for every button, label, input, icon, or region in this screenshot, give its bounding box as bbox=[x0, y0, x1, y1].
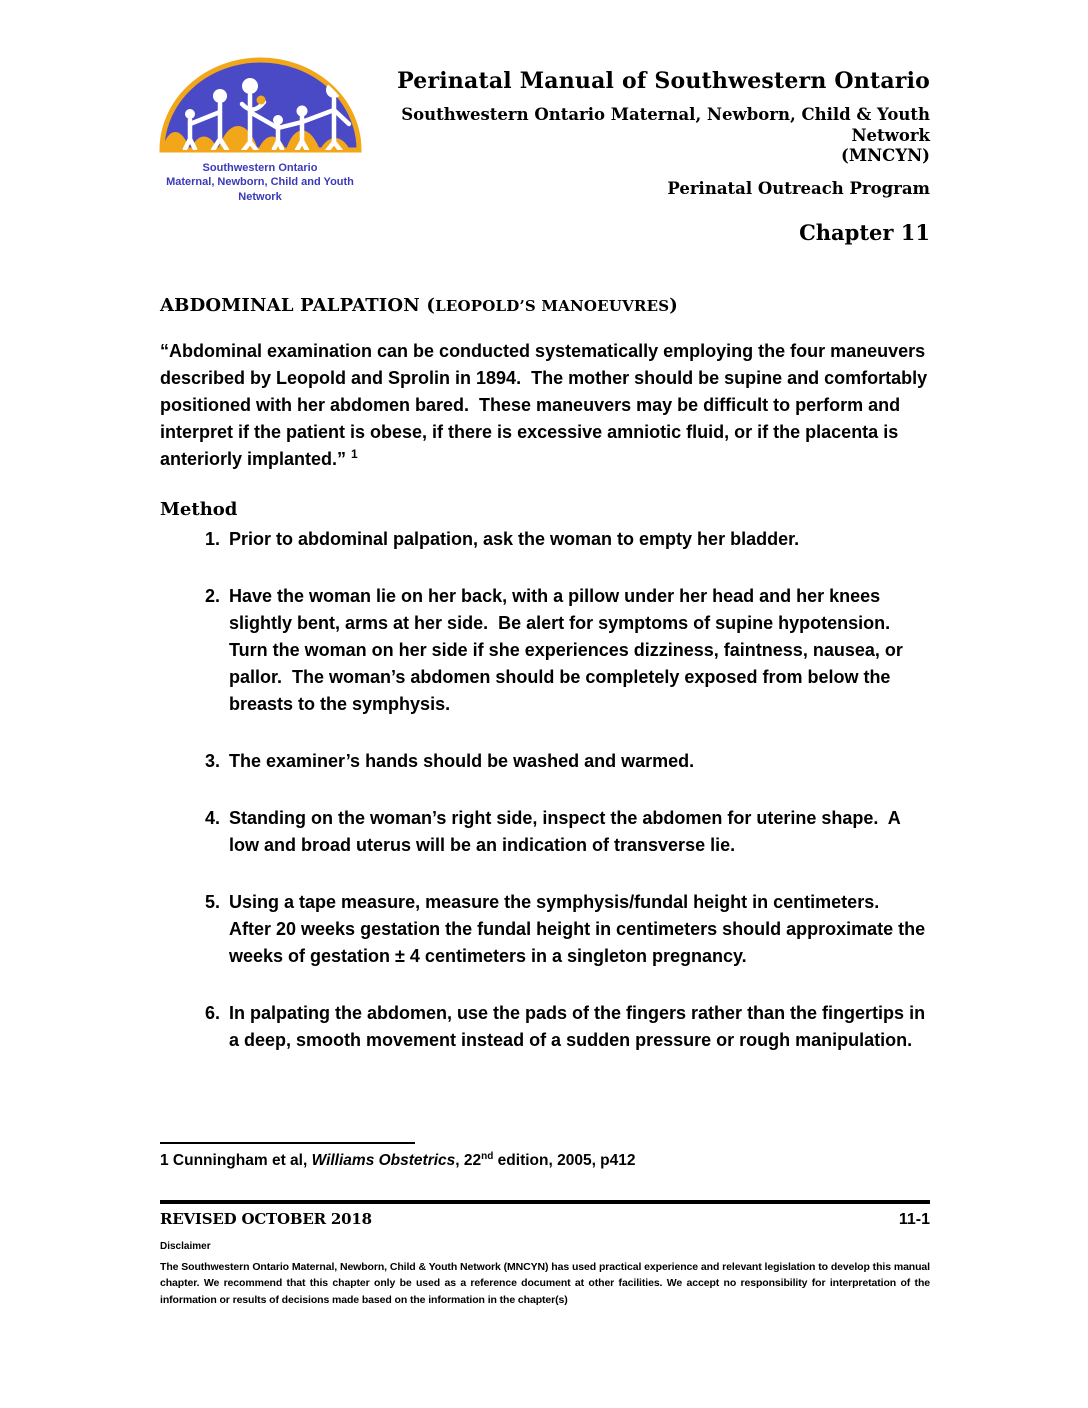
main-content bbox=[160, 295, 933, 1084]
disclaimer-label: Disclaimer bbox=[160, 1241, 211, 1252]
manual-title: Perinatal Manual of Southwestern Ontario bbox=[397, 68, 930, 94]
mncyn-logo bbox=[155, 54, 365, 204]
footnote bbox=[160, 1152, 930, 1170]
method-list bbox=[160, 526, 930, 1054]
method-step-1: 1. Prior to abdominal palpation, ask the woman to empty her bladder. bbox=[225, 526, 930, 553]
network-subtitle-line1: Southwestern Ontario Maternal, Newborn, Child & Youth Network bbox=[401, 105, 930, 145]
revision-date: REVISED OCTOBER 2018 bbox=[160, 1210, 372, 1228]
footnote-edition-number: , 22 bbox=[455, 1152, 482, 1169]
footnote-separator bbox=[160, 1142, 415, 1144]
mncyn-logo-graphic bbox=[158, 54, 363, 154]
page-bottom bbox=[160, 1142, 930, 1308]
header-text bbox=[365, 54, 930, 204]
section-heading-smallcaps: LEOPOLD’S MANOEUVRES bbox=[435, 297, 670, 315]
footnote-reference: 1 bbox=[351, 447, 358, 461]
footnote-edition-details: edition, 2005, p412 bbox=[493, 1152, 636, 1169]
intro-quote-text: “Abdominal examination can be conducted systematically employing the four maneuvers described by Leopold and Sprolin in 1894. The mother should be supine and comfortably positioned with her abdomen bared. These maneuvers may be difficult to perform and interpret if the patient is obese, if there is excessive amniotic fluid, or if the placenta is anteriorly implanted.” bbox=[160, 341, 933, 469]
page-number: 11-1 bbox=[898, 1211, 930, 1228]
footnote-ordinal-suffix: nd bbox=[481, 1150, 494, 1162]
program-name: Perinatal Outreach Program bbox=[667, 178, 930, 198]
method-step-6: 6. In palpating the abdomen, use the pads of the fingers rather than the fingertips in a deep, smooth movement instead of a sudden pressure or rough manipulation. bbox=[225, 1000, 930, 1054]
section-heading-main: ABDOMINAL PALPATION ( bbox=[160, 295, 436, 316]
logo-baby-head bbox=[256, 96, 265, 105]
footer-row bbox=[160, 1210, 930, 1229]
footnote-book-title: Williams Obstetrics bbox=[311, 1152, 456, 1169]
method-step-2: 2. Have the woman lie on her back, with a pillow under her head and her knees slightly bent, arms at her side. Be alert for symptoms of supine hypotension. Turn the woman on her side if she experiences dizziness, faintness, nausea, or pallor. The woman’s abdomen should be completely exposed from below the breasts to the symphysis. bbox=[225, 583, 930, 718]
network-subtitle bbox=[365, 105, 930, 167]
logo-caption-line1: Southwestern Ontario bbox=[202, 162, 318, 174]
section-heading-close: ) bbox=[669, 295, 678, 316]
logo-caption-line2: Maternal, Newborn, Child and Youth Network bbox=[166, 176, 354, 203]
logo-caption bbox=[155, 161, 365, 204]
chapter-heading: Chapter 11 bbox=[799, 220, 930, 245]
method-step-5: 5. Using a tape measure, measure the symphysis/fundal height in centimeters. After 20 weeks gestation the fundal height in centimeters should approximate the weeks of gestation ± 4 centimeters in a singleton pregnancy. bbox=[225, 889, 930, 970]
method-step-4: 4. Standing on the woman’s right side, inspect the abdomen for uterine shape. A low and broad uterus will be an indication of transverse lie. bbox=[225, 805, 930, 859]
page-header bbox=[155, 54, 930, 204]
method-step-3: 3. The examiner’s hands should be washed and warmed. bbox=[225, 748, 930, 775]
method-heading: Method bbox=[160, 499, 238, 520]
network-subtitle-line2: (MNCYN) bbox=[841, 146, 930, 166]
disclaimer-text: The Southwestern Ontario Maternal, Newborn, Child & Youth Network (MNCYN) has used practical experience and relevant legislation to develop this manual chapter. We recommend that this chapter only be used as a reference document at other facilities. We accept no responsibility for interpretation of the information or results of decisions made based on the information in the chapter(s) bbox=[160, 1261, 930, 1306]
footnote-author: Cunningham et al, bbox=[168, 1152, 312, 1169]
footer-separator bbox=[160, 1200, 930, 1204]
intro-quote bbox=[160, 338, 933, 473]
footnote-marker: 1 bbox=[160, 1152, 169, 1169]
section-heading bbox=[160, 295, 930, 316]
